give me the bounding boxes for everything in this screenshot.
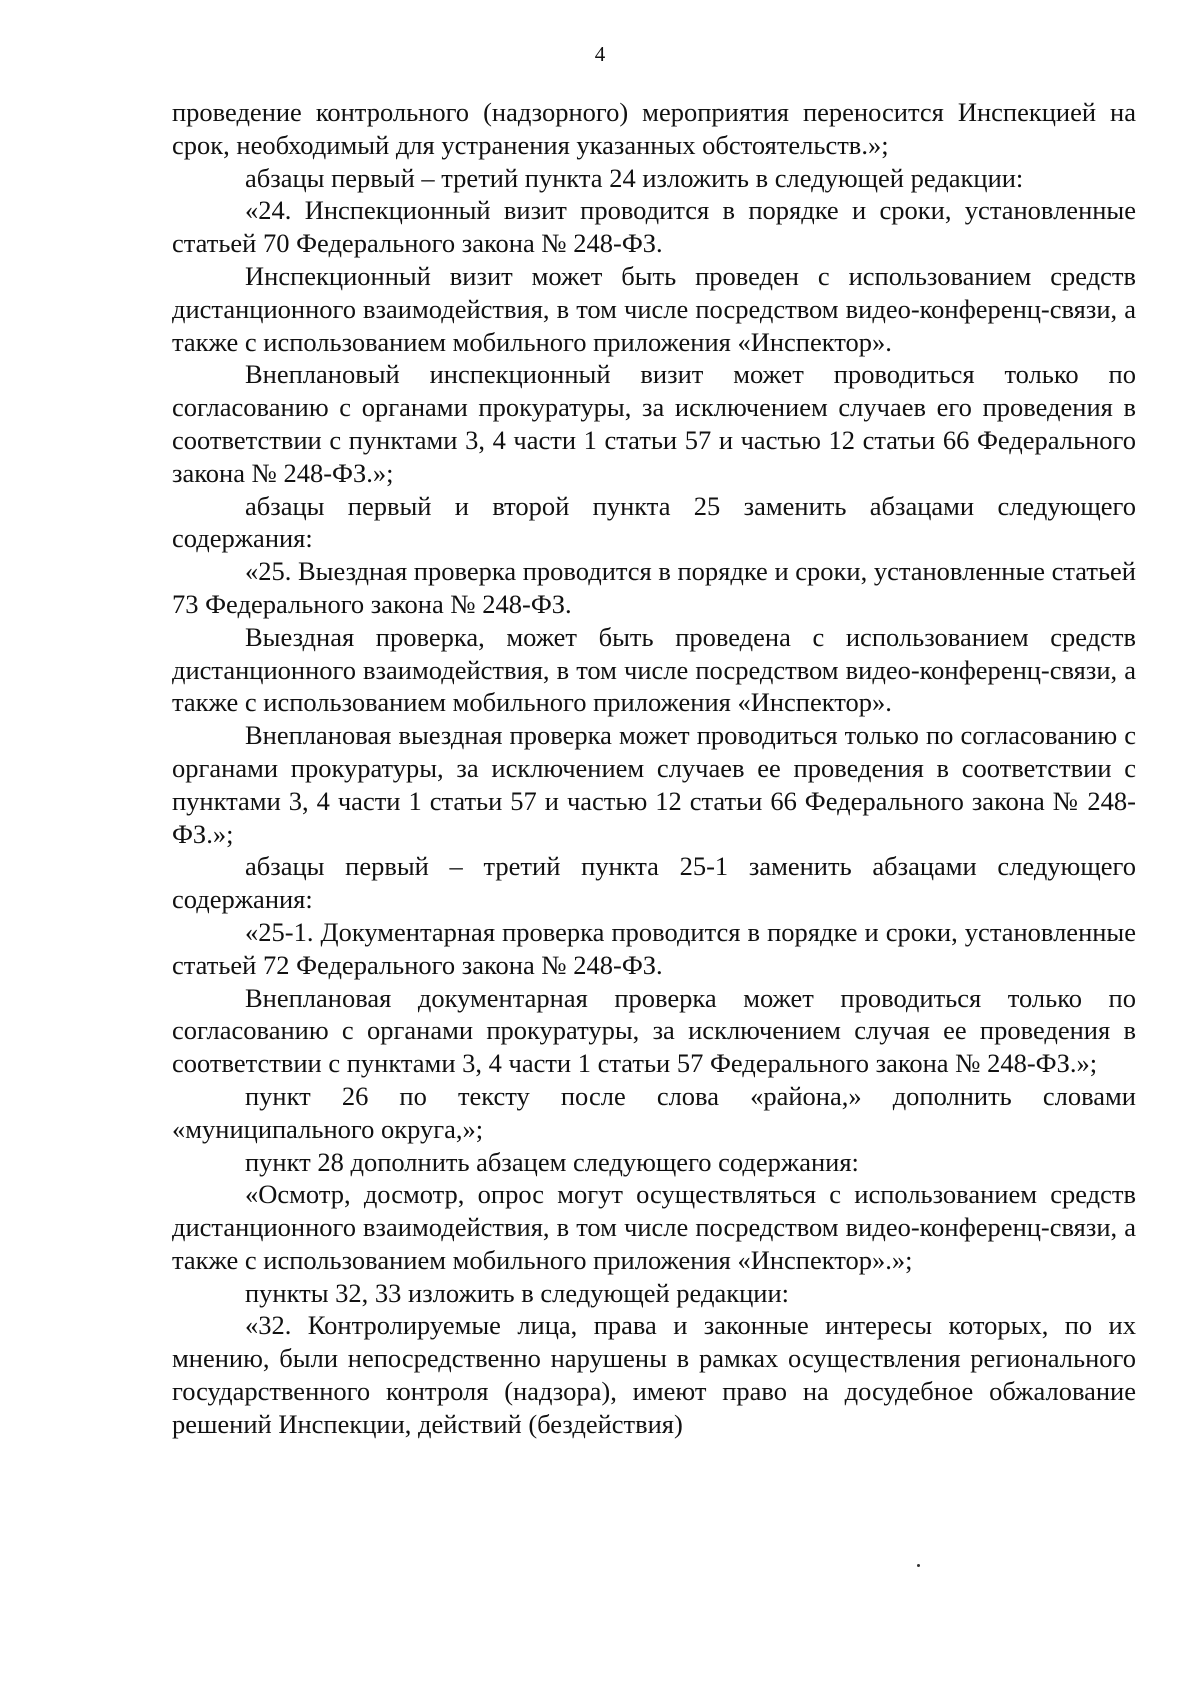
scan-speck <box>917 1564 920 1567</box>
paragraph-8: Выездная проверка, может быть проведена с использованием средств дистанционного взаимодействия, в том числе посредством видео-конференц-связи, а также с использованием мобильного приложения «Инспектор». <box>172 621 1136 718</box>
paragraph-12: Внеплановая документарная проверка может проводиться только по согласованию с органами прокуратуры, за исключением случая ее проведения в соответствии с пунктами 3, 4 части 1 статьи 57 Федерального закона № 248-ФЗ.»; <box>172 982 1136 1079</box>
paragraph-9: Внеплановая выездная проверка может проводиться только по согласованию с органами прокуратуры, за исключением случаев ее проведения в соответствии с пунктами 3, 4 части 1 статьи 57 и частью 12 статьи 66 Федерального закона № 248-ФЗ.»; <box>172 720 1136 849</box>
paragraph-13: пункт 26 по тексту после слова «района,» дополнить словами «муниципального округа,»; <box>172 1080 1136 1144</box>
paragraph-16: пункты 32, 33 изложить в следующей редакции: <box>245 1277 790 1308</box>
paragraph-15: «Осмотр, досмотр, опрос могут осуществляться с использованием средств дистанционного взаимодействия, в том числе посредством видео-конференц-связи, а также с использованием мобильного приложения «Инспектор».»; <box>172 1179 1136 1275</box>
paragraph-10: абзацы первый – третий пункта 25-1 заменить абзацами следующего содержания: <box>172 851 1136 915</box>
paragraph-1: проведение контрольного (надзорного) мероприятия переносится Инспекцией на срок, необходимый для устранения указанных обстоятельств.»; <box>172 97 1136 160</box>
paragraph-2: абзацы первый – третий пункта 24 изложить в следующей редакции: <box>245 162 1024 193</box>
paragraph-17: «32. Контролируемые лица, права и законные интересы которых, по их мнению, были непосредственно нарушены в рамках осуществления регионального государственного контроля (надзора), имеют право на досудебное обжалование решений Инспекции, действий (бездействия) <box>172 1310 1136 1439</box>
page-number: 4 <box>594 42 606 66</box>
paragraph-4: Инспекционный визит может быть проведен с использованием средств дистанционного взаимодействия, в том числе посредством видео-конференц-связи, а также с использованием мобильного приложения «Инспектор». <box>172 260 1136 357</box>
paragraph-5: Внеплановый инспекционный визит может проводиться только по согласованию с органами прокуратуры, за исключением случаев его проведения в соответствии с пунктами 3, 4 части 1 статьи 57 и частью 12 статьи 66 Федерального закона № 248-ФЗ.»; <box>172 359 1136 488</box>
paragraph-3: «24. Инспекционный визит проводится в порядке и сроки, установленные статьей 70 Федерального закона № 248-ФЗ. <box>172 195 1136 259</box>
paragraph-6: абзацы первый и второй пункта 25 заменить абзацами следующего содержания: <box>172 490 1136 554</box>
paragraph-7: «25. Выездная проверка проводится в порядке и сроки, установленные статьей 73 Федерального закона № 248-ФЗ. <box>172 556 1136 619</box>
document-body <box>172 96 1136 1441</box>
paragraph-14: пункт 28 дополнить абзацем следующего содержания: <box>245 1146 859 1177</box>
paragraph-11: «25-1. Документарная проверка проводится в порядке и сроки, установленные статьей 72 Федерального закона № 248-ФЗ. <box>172 916 1136 980</box>
